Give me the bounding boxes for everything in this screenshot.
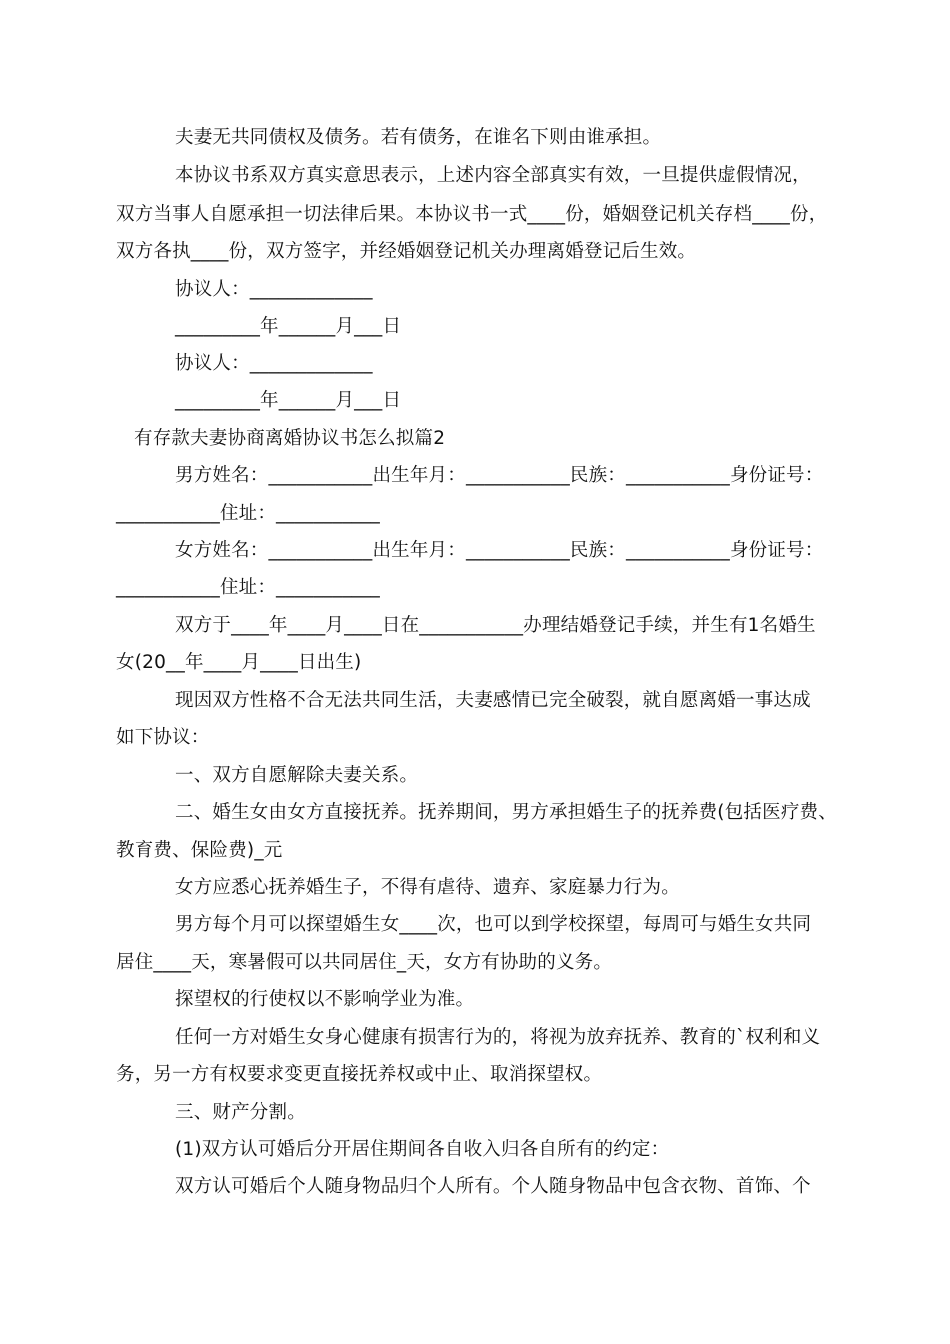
- date-line: _________年______月___日: [175, 390, 402, 411]
- paragraph-line: 本协议书系双方真实意思表示，上述内容全部真实有效，一旦提供虚假情况，: [175, 165, 811, 186]
- date-line: _________年______月___日: [175, 316, 402, 337]
- paragraph-line: 一、双方自愿解除夫妻关系。: [175, 765, 419, 786]
- paragraph-line: 双方各执____份，双方签字，并经婚姻登记机关办理离婚登记后生效。: [116, 241, 697, 262]
- paragraph-line: (1)双方认可婚后分开居住期间各自收入归各自所有的约定：: [175, 1139, 670, 1160]
- paragraph-line: 双方于____年____月____日在___________办理结婚登记手续，并生有1名婚生: [175, 615, 816, 636]
- paragraph-line: 二、婚生女由女方直接抚养。抚养期间，男方承担婚生子的抚养费(包括医疗费、: [175, 802, 837, 823]
- signature-line: 协议人：_____________: [175, 353, 373, 374]
- paragraph-line: 任何一方对婚生女身心健康有损害行为的，将视为放弃抚养、教育的`权利和义: [175, 1027, 821, 1048]
- section-heading: 有存款夫妻协商离婚协议书怎么拟篇2: [134, 428, 446, 449]
- paragraph-line: 现因双方性格不合无法共同生活，夫妻感情已完全破裂，就自愿离婚一事达成: [175, 690, 811, 711]
- paragraph-line: 双方当事人自愿承担一切法律后果。本协议书一式____份，婚姻登记机关存档____份，: [116, 204, 828, 225]
- paragraph-line: 双方认可婚后个人随身物品归个人所有。个人随身物品中包含衣物、首饰、个: [175, 1176, 811, 1197]
- paragraph-line: ___________住址：___________: [116, 503, 381, 524]
- paragraph-line: 探望权的行使权以不影响学业为准。: [175, 989, 475, 1010]
- paragraph-line: 男方姓名：___________出生年月：___________民族：___________身份证号：: [175, 465, 824, 486]
- paragraph-line: 务，另一方有权要求变更直接抚养权或中止、取消探望权。: [116, 1064, 603, 1085]
- paragraph-line: ___________住址：___________: [116, 577, 381, 598]
- paragraph-line: 女方应悉心抚养婚生子，不得有虐待、遗弃、家庭暴力行为。: [175, 877, 680, 898]
- paragraph-line: 居住____天，寒暑假可以共同居住_天，女方有协助的义务。: [116, 952, 613, 973]
- paragraph-line: 男方每个月可以探望婚生女____次，也可以到学校探望，每周可与婚生女共同: [175, 914, 812, 935]
- paragraph-line: 女(20__年____月____日出生): [116, 652, 362, 673]
- paragraph-line: 夫妻无共同债权及债务。若有债务，在谁名下则由谁承担。: [175, 127, 662, 148]
- paragraph-line: 女方姓名：___________出生年月：___________民族：___________身份证号：: [175, 540, 824, 561]
- signature-line: 协议人：_____________: [175, 279, 373, 300]
- paragraph-line: 三、财产分割。: [175, 1102, 306, 1123]
- paragraph-line: 教育费、保险费)_元: [116, 840, 283, 861]
- paragraph-line: 如下协议：: [116, 727, 210, 748]
